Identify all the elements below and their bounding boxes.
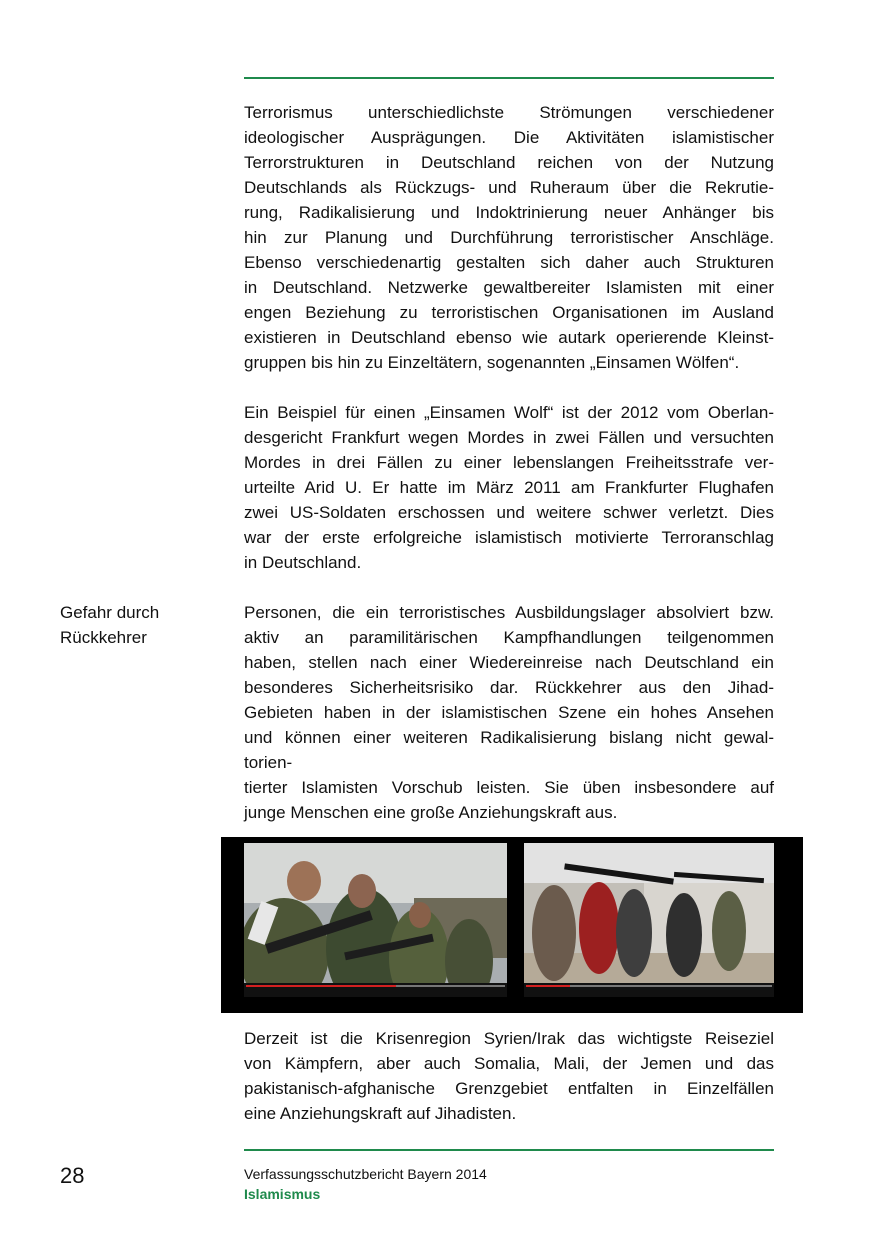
paragraph-terror-structures [244, 100, 774, 375]
text-line: Terrorstrukturen in Deutschland reichen von der Nutzung [244, 153, 774, 172]
text-line: Ein Beispiel für einen „Einsamen Wolf“ ist der 2012 vom Oberlan- [244, 403, 774, 422]
text-line: urteilte Arid U. Er hatte im März 2011 am Frankfurter Flughafen [244, 478, 774, 497]
text-line: torien- [244, 753, 293, 772]
text-line: haben, stellen nach einer Wiedereinreise nach Deutschland ein [244, 653, 774, 672]
fighters-illustration [244, 843, 507, 997]
text-line: aktiv an paramilitärischen Kampfhandlungen teilgenommen [244, 628, 774, 647]
text-line: rung, Radikalisierung und Indoktrinierung neuer Anhänger bis [244, 203, 774, 222]
text-line: Personen, die ein terroristisches Ausbildungslager absolviert bzw. [244, 603, 774, 622]
text-line: von Kämpfern, aber auch Somalia, Mali, der Jemen und das [244, 1054, 774, 1073]
text-line: tierter Islamisten Vorschub leisten. Sie üben insbesondere auf [244, 778, 774, 797]
video-still-fighters [244, 843, 507, 997]
text-line: gruppen bis hin zu Einzeltätern, sogenannten „Einsamen Wölfen“. [244, 353, 740, 372]
footer-chapter-title: Islamismus [244, 1186, 321, 1202]
paragraph-lone-wolf-example [244, 400, 774, 575]
text-line: Derzeit ist die Krisenregion Syrien/Irak das wichtigste Reiseziel [244, 1029, 774, 1048]
text-line: engen Beziehung zu terroristischen Organisationen im Ausland [244, 303, 774, 322]
margin-label-line: Rückkehrer [60, 628, 147, 647]
training-illustration [524, 843, 774, 997]
text-line: hin zur Planung und Durchführung terroristischer Anschläge. [244, 228, 774, 247]
paragraph-travel-destinations [244, 1026, 774, 1126]
text-line: Terrorismus unterschiedlichste Strömungen verschiedener [244, 103, 774, 122]
text-line: ideologischer Ausprägungen. Die Aktivitäten islamistischer [244, 128, 774, 147]
text-line: in Deutschland. Netzwerke gewaltbereiter Islamisten mit einer [244, 278, 774, 297]
video-progress-bar [526, 985, 570, 987]
paragraph-returnees [244, 600, 774, 825]
photo-strip [221, 837, 803, 1013]
page-number: 28 [60, 1163, 85, 1188]
text-line: Deutschlands als Rückzugs- und Ruheraum über die Rekrutie- [244, 178, 774, 197]
video-still-training [524, 843, 774, 997]
top-rule [244, 77, 774, 79]
text-line: existieren in Deutschland ebenso wie autark operierende Kleinst- [244, 328, 774, 347]
text-line: besonderes Sicherheitsrisiko dar. Rückkehrer aus den Jihad- [244, 678, 774, 697]
margin-label [60, 600, 159, 650]
text-line: zwei US-Soldaten erschossen und weitere schwer verletzt. Dies [244, 503, 774, 522]
text-line: Ebenso verschiedenartig gestalten sich daher auch Strukturen [244, 253, 774, 272]
text-line: und können einer weiteren Radikalisierung bislang nicht gewal- [244, 728, 774, 747]
text-line: Gebieten haben in der islamistischen Szene ein hohes Ansehen [244, 703, 774, 722]
video-progress-bar [246, 985, 396, 987]
footer-rule [244, 1149, 774, 1151]
text-line: junge Menschen eine große Anziehungskraft aus. [244, 803, 618, 822]
text-line: Mordes in drei Fällen zu einer lebenslangen Freiheitsstrafe ver- [244, 453, 774, 472]
margin-label-line: Gefahr durch [60, 603, 160, 622]
text-line: pakistanisch-afghanische Grenzgebiet entfalten in Einzelfällen [244, 1079, 774, 1098]
footer-publication-title: Verfassungsschutzbericht Bayern 2014 [244, 1166, 487, 1182]
text-line: eine Anziehungskraft auf Jihadisten. [244, 1104, 517, 1123]
text-line: desgericht Frankfurt wegen Mordes in zwei Fällen und versuchten [244, 428, 774, 447]
text-line: in Deutschland. [244, 553, 362, 572]
text-line: war der erste erfolgreiche islamistisch motivierte Terroranschlag [244, 528, 774, 547]
